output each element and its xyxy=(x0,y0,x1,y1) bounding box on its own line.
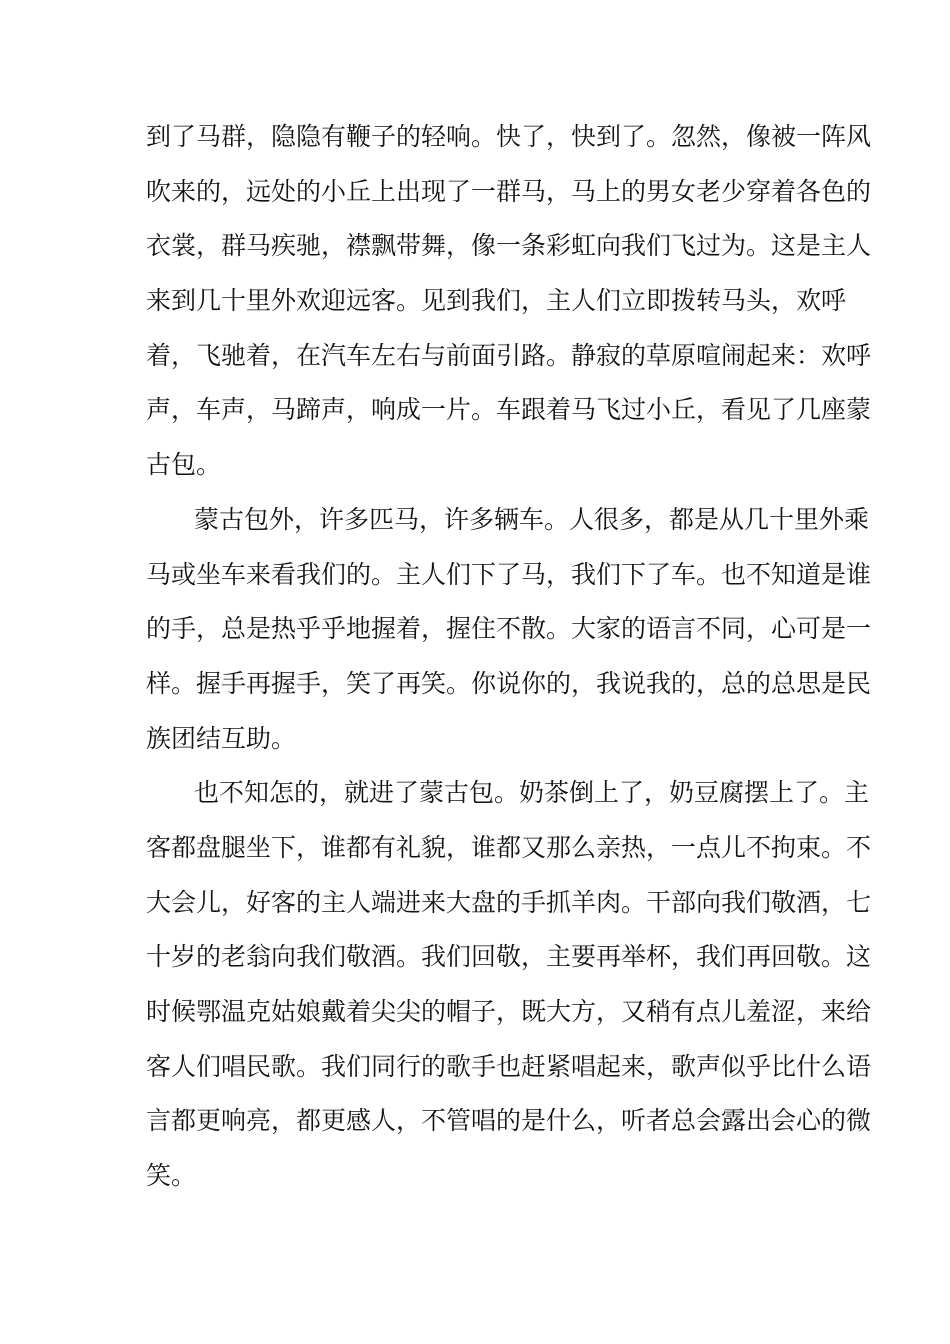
text-line: 马或坐车来看我们的。主人们下了马，我们下了车。也不知道是谁 xyxy=(146,559,872,589)
text-line: 声，车声，马蹄声，响成一片。车跟着马飞过小丘，看见了几座蒙 xyxy=(146,395,872,425)
text-line: 衣裳，群马疾驰，襟飘带舞，像一条彩虹向我们飞过为。这是主人 xyxy=(146,231,872,261)
text-line: 时候鄂温克姑娘戴着尖尖的帽子，既大方，又稍有点儿羞涩，来给 xyxy=(146,997,872,1026)
document-body xyxy=(146,119,872,1213)
text-line: 言都更响亮，都更感人，不管唱的是什么，听者总会露出会心的微 xyxy=(146,1106,872,1136)
text-line: 的手，总是热乎乎地握着，握住不散。大家的语言不同，心可是一 xyxy=(146,614,872,644)
text-line: 客都盘腿坐下，谁都有礼貌，谁都又那么亲热，一点儿不拘束。不 xyxy=(146,832,872,862)
text-line: 客人们唱民歌。我们同行的歌手也赶紧唱起来，歌声似乎比什么语 xyxy=(146,1051,872,1081)
text-line: 十岁的老翁向我们敬酒。我们回敬，主要再举杯，我们再回敬。这 xyxy=(146,942,872,972)
text-line: 蒙古包外，许多匹马，许多辆车。人很多，都是从几十里外乘 xyxy=(194,504,870,534)
text-line: 着，飞驰着，在汽车左右与前面引路。静寂的草原喧闹起来：欢呼 xyxy=(146,340,872,370)
text-line: 大会儿，好客的主人端进来大盘的手抓羊肉。干部向我们敬酒，七 xyxy=(146,887,872,917)
text-line: 吹来的，远处的小丘上出现了一群马，马上的男女老少穿着各色的 xyxy=(146,176,872,206)
text-line: 古包。 xyxy=(146,450,222,480)
text-line: 笑。 xyxy=(146,1161,197,1191)
text-line: 样。握手再握手，笑了再笑。你说你的，我说我的，总的总思是民 xyxy=(146,668,872,698)
text-line: 到了马群，隐隐有鞭子的轻响。快了，快到了。忽然，像被一阵风 xyxy=(146,122,872,151)
text-line: 族团结互助。 xyxy=(146,723,297,753)
text-line: 来到几十里外欢迎远客。见到我们，主人们立即拨转马头，欢呼 xyxy=(146,286,847,316)
text-line: 也不知怎的，就进了蒙古包。奶茶倒上了，奶豆腐摆上了。主 xyxy=(194,778,870,808)
